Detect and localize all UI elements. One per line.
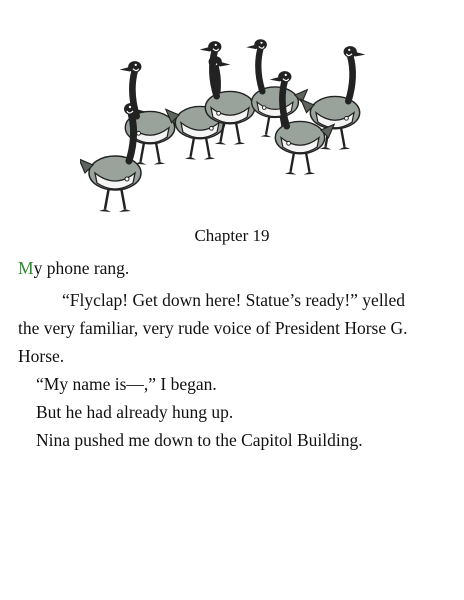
paragraph-line: But he had already hung up. [36, 402, 234, 422]
paragraph-line: Nina pushed me down to the Capitol Building. [36, 430, 363, 450]
geese-in-diapers-illustration [80, 20, 390, 220]
first-paragraph-text: y phone rang. [33, 258, 130, 278]
paragraph-line: the very familiar, very rude voice of President Horse G. [18, 318, 408, 338]
chapter-title: Chapter 19 [194, 226, 270, 245]
dropcap-letter: M [18, 258, 34, 278]
paragraph-line: “My name is—,” I began. [36, 374, 217, 394]
paragraph-line: Horse. [18, 346, 65, 366]
first-paragraph [18, 258, 129, 279]
paragraph-line: “Flyclap! Get down here! Statue’s ready!” yelled [62, 290, 406, 310]
